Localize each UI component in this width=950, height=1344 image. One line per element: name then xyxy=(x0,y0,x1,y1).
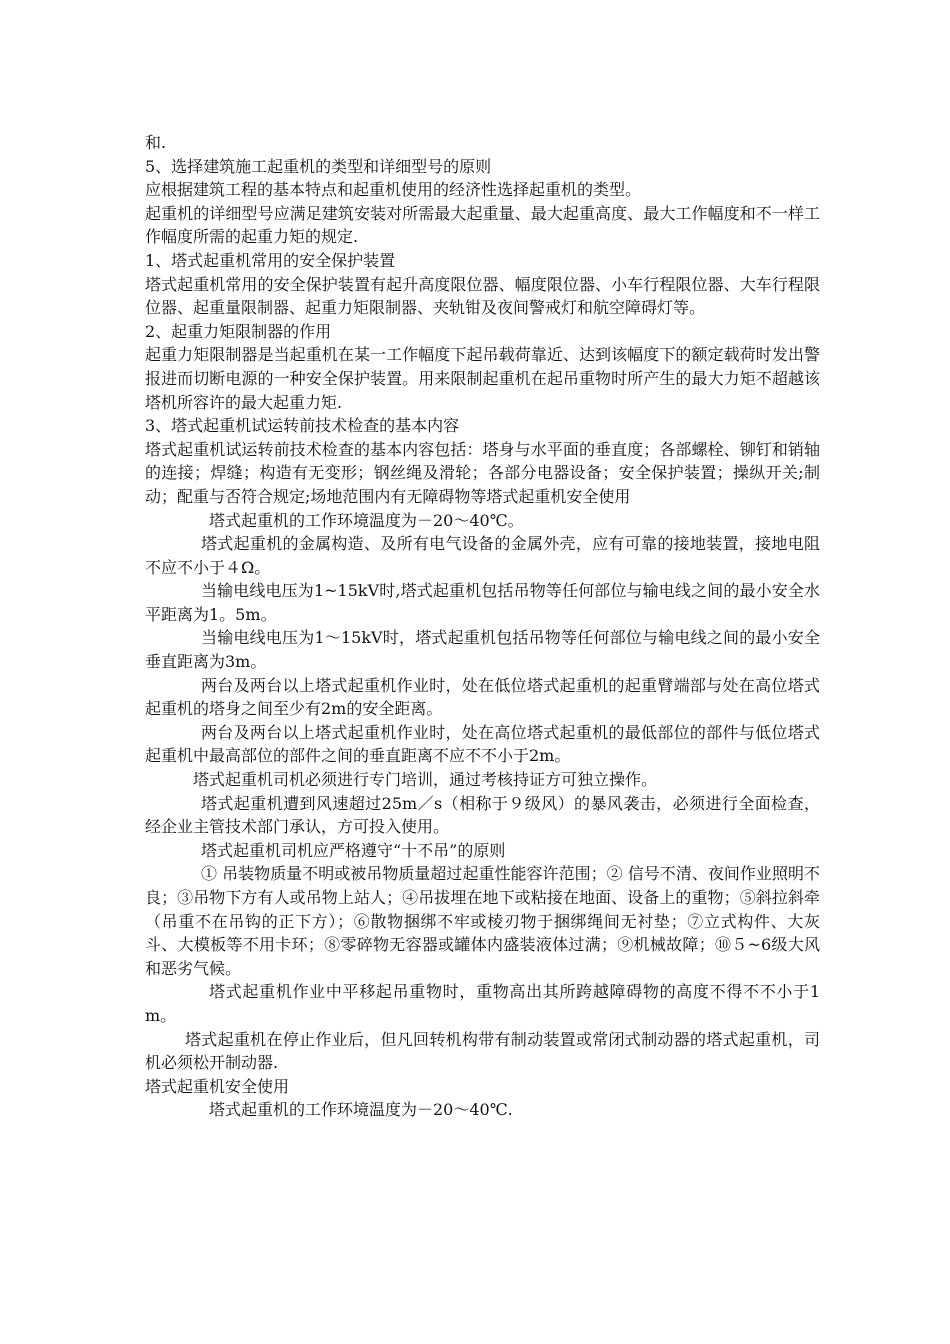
section-heading: 1、塔式起重机常用的安全保护装置 xyxy=(145,250,396,270)
paragraph: 起重机的详细型号应满足建筑安装对所需最大起重量、最大起重高度、最大工作幅度和不一样工作幅度所需的起重力矩的规定. xyxy=(145,203,820,247)
paragraph: 塔式起重机的工作环境温度为－20～40℃。 xyxy=(209,510,524,530)
paragraph: 当输电线电压为1~15kV时,塔式起重机包括吊物等任何部位与输电线之间的最小安全水平距离为1。5m。 xyxy=(145,581,820,624)
paragraph: 塔式起重机在停止作业后，但凡回转机构带有制动装置或常闭式制动器的塔式起重机，司机必须松开制动器. xyxy=(145,1029,820,1073)
paragraph: 当输电线电压为1～15kV时，塔式起重机包括吊物等任何部位与输电线之间的最小安全垂直距离为3m。 xyxy=(145,628,820,672)
paragraph: 塔式起重机司机必须进行专门培训，通过考核持证方可独立操作。 xyxy=(193,770,658,790)
paragraph: 两台及两台以上塔式起重机作业时，处在低位塔式起重机的起重臂端部与处在高位塔式起重机的塔身之间至少有2m的安全距离。 xyxy=(145,675,820,719)
paragraph: 塔式起重机遭到风速超过25m／s（相称于９级风）的暴风袭击，必须进行全面检查，经企业主管技术部门承认，方可投入使用。 xyxy=(145,793,820,837)
paragraph: 两台及两台以上塔式起重机作业时，处在高位塔式起重机的最低部位的部件与低位塔式起重机中最高部位的部件之间的垂直距离不应不不小于2m。 xyxy=(145,722,820,766)
paragraph: 塔式起重机作业中平移起吊重物时，重物高出其所跨越障碍物的高度不得不不小于1m。 xyxy=(145,982,820,1025)
paragraph: 塔式起重机的工作环境温度为－20～40℃. xyxy=(209,1100,513,1120)
document-body xyxy=(145,131,820,1122)
paragraph: ① 吊装物质量不明或被吊物质量超过起重性能容许范围；② 信号不清、夜间作业照明不良；③吊物下方有人或吊物上站人；④吊拔埋在地下或粘接在地面、设备上的重物；⑤斜拉斜牵（吊重不在吊钩的正下方）；⑥散物捆绑不牢或棱刃物于捆绑绳间无衬垫；⑦立式构件、大灰斗、大模板等不用卡环；⑧零碎物无容器或罐体内盛装液体过满；⑨机械故障；⑩５~6级大风和恶劣气候。 xyxy=(145,864,820,978)
section-heading: 3、塔式起重机试运转前技术检查的基本内容 xyxy=(145,416,460,436)
section-heading: 2、起重力矩限制器的作用 xyxy=(145,321,332,341)
paragraph: 塔式起重机司机应严格遵守“十不吊”的原则 xyxy=(201,840,506,860)
paragraph: 塔式起重机的金属构造、及所有电气设备的金属外壳，应有可靠的接地装置，接地电阻不应不小于４Ω。 xyxy=(145,534,820,577)
paragraph: 起重力矩限制器是当起重机在某一工作幅度下起吊载荷靠近、达到该幅度下的额定载荷时发出警报进而切断电源的一种安全保护装置。用来限制起重机在起吊重物时所产生的最大力矩不超越该塔机所容许的最大起重力矩. xyxy=(145,345,820,412)
paragraph: 和. xyxy=(145,133,167,152)
section-heading: 5、选择建筑施工起重机的类型和详细型号的原则 xyxy=(145,156,492,176)
paragraph: 塔式起重机常用的安全保护装置有起升高度限位器、幅度限位器、小车行程限位器、大车行程限位器、起重量限制器、起重力矩限制器、夹轨钳及夜间警戒灯和航空障碍灯等。 xyxy=(145,274,820,318)
paragraph: 应根据建筑工程的基本特点和起重机使用的经济性选择起重机的类型。 xyxy=(145,180,642,200)
paragraph: 塔式起重机试运转前技术检查的基本内容包括：塔身与水平面的垂直度；各部螺栓、铆钉和销轴的连接；焊缝；构造有无变形；钢丝绳及滑轮；各部分电器设备；安全保护装置；操纵开关;制动；配重与否符合规定;场地范围内有无障碍物等塔式起重机安全使用 xyxy=(145,439,820,506)
section-heading: 塔式起重机安全使用 xyxy=(145,1076,290,1096)
